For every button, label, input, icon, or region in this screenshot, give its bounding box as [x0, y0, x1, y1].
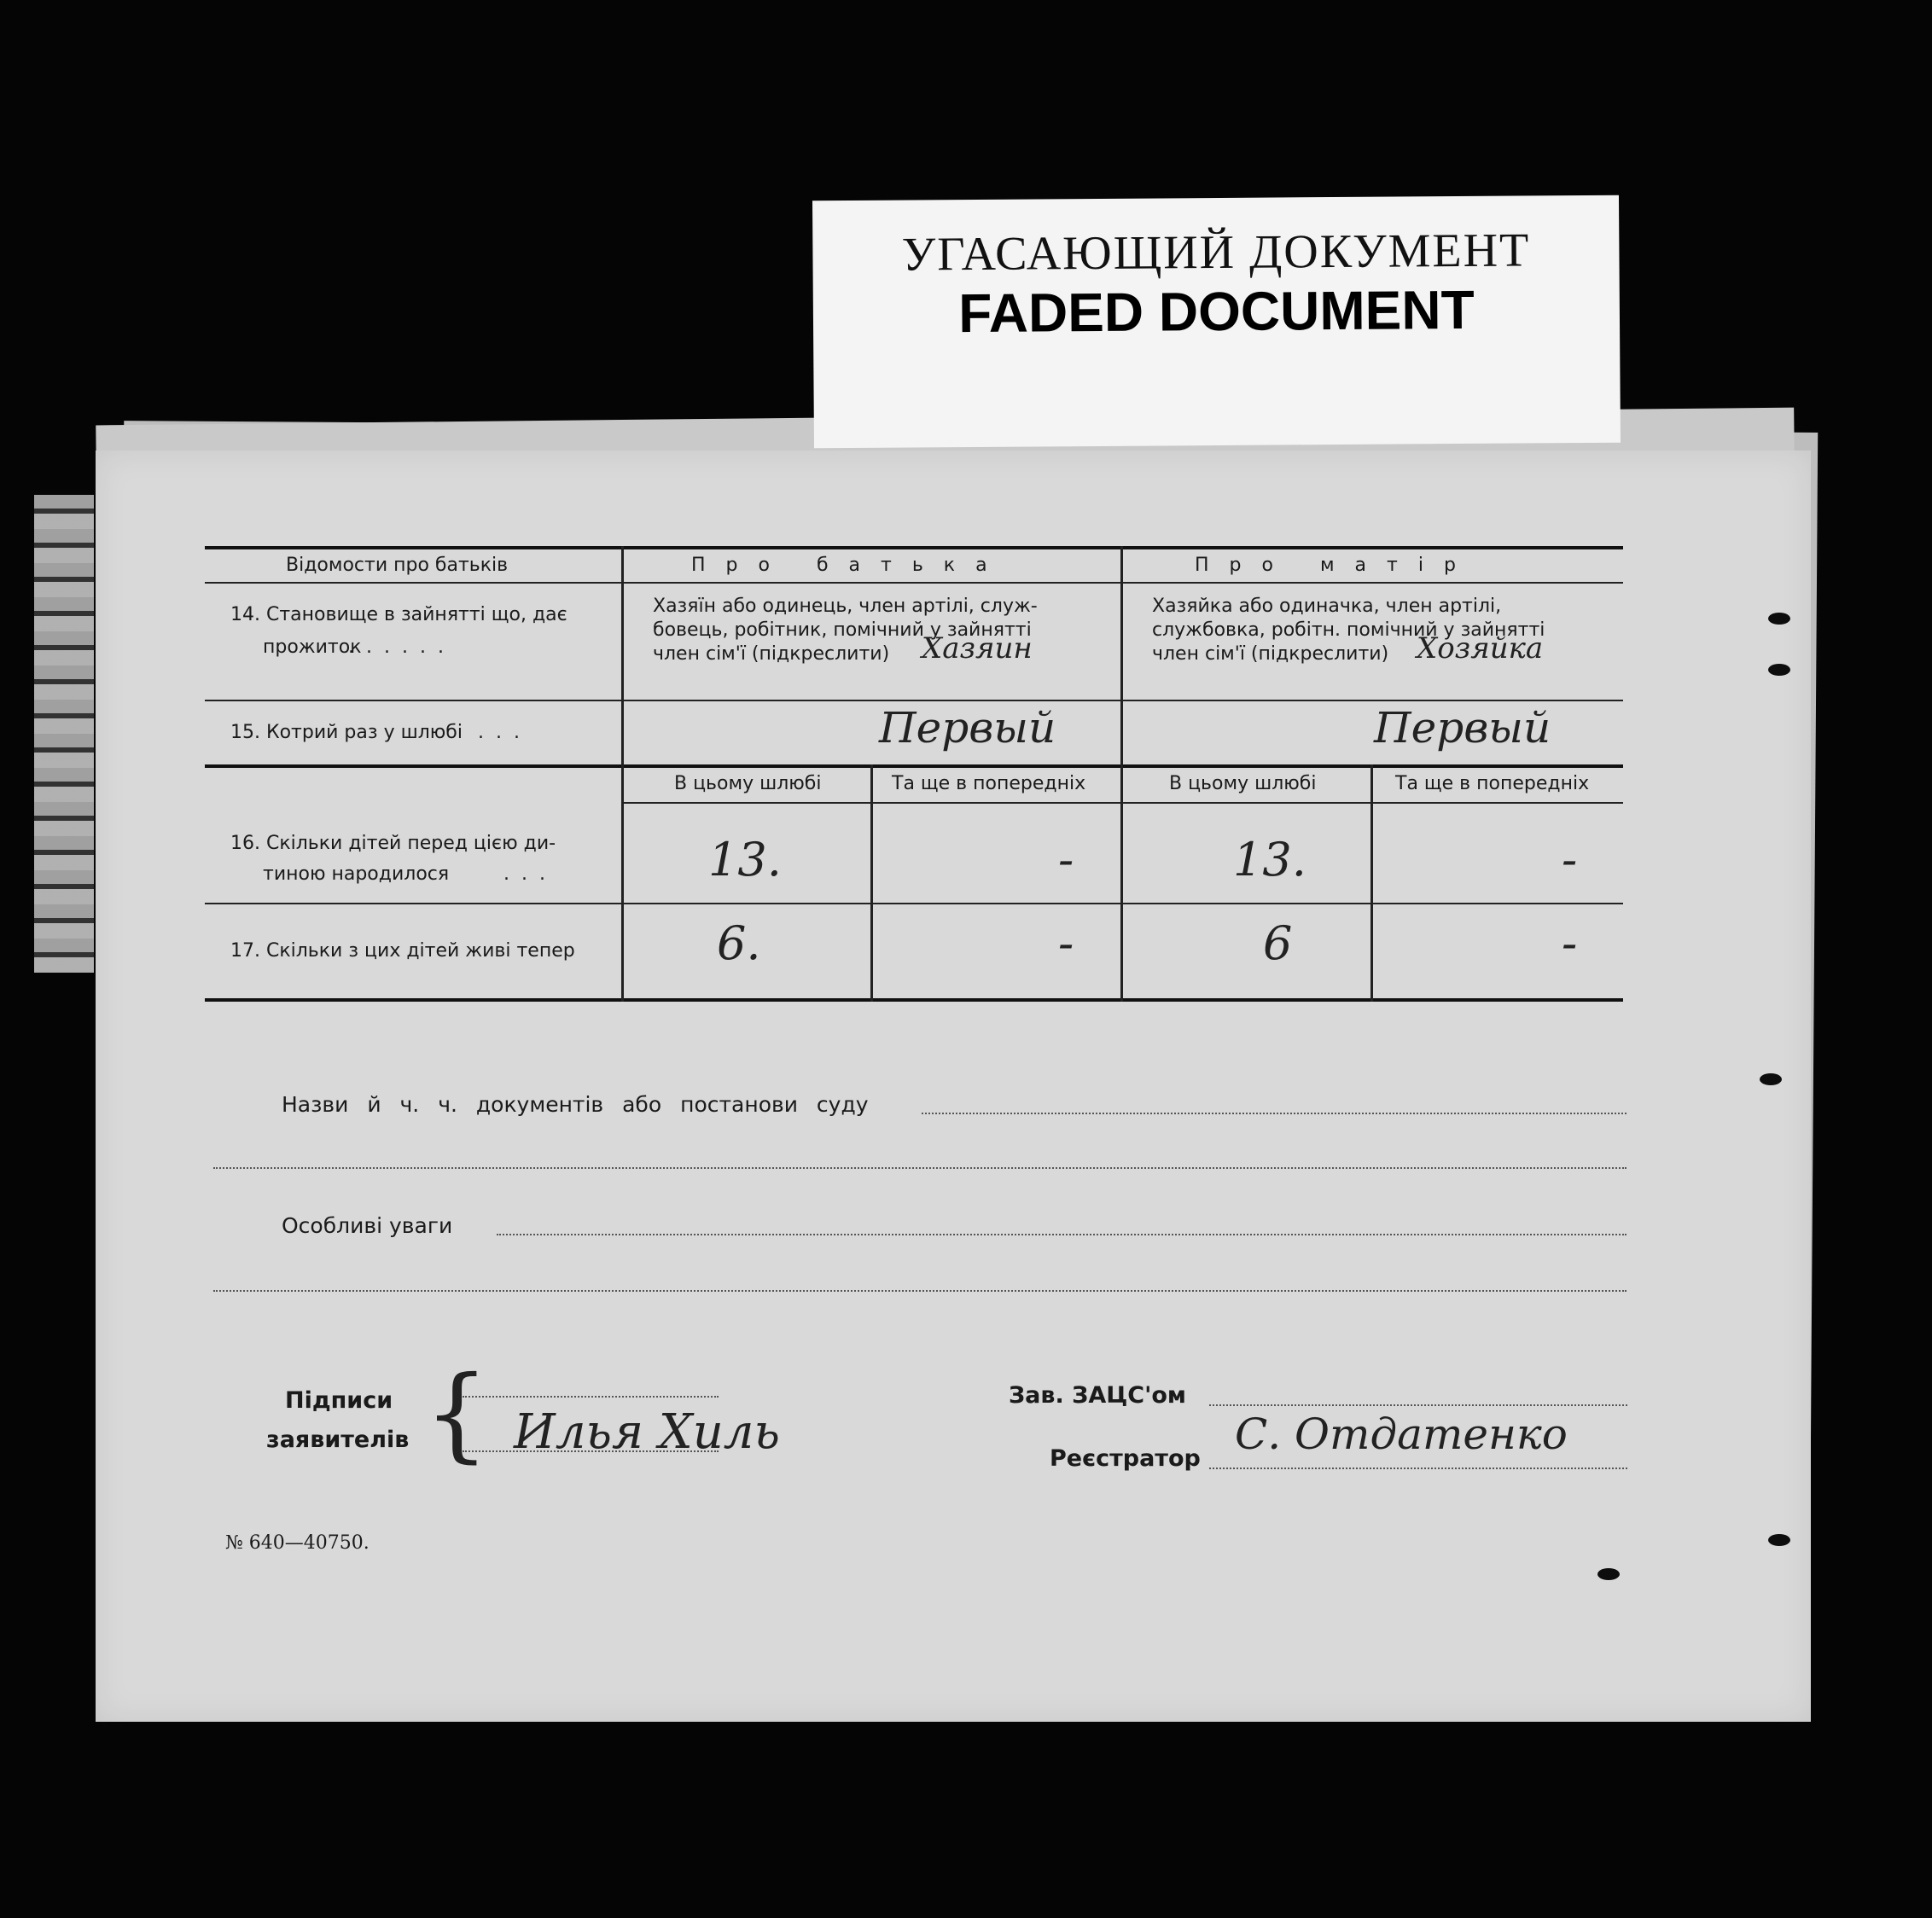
row16-label-cont: тиною народилося: [263, 863, 450, 885]
row14-label-cont: прожиток: [263, 636, 362, 658]
row14-mother-handwriting: Хозяйка: [1417, 631, 1544, 665]
row15-label: 15. Котрий раз у шлюбі: [230, 722, 463, 743]
table-bottom-rule: [205, 998, 1623, 1002]
column-divider: [1370, 764, 1373, 1002]
form-number: № 640—40750.: [225, 1532, 370, 1554]
row14-mother-text: службовка, робітн. помічний у зайнятті: [1152, 619, 1545, 641]
head-zags-line: [1209, 1404, 1627, 1406]
notes-label: Особливі уваги: [282, 1213, 453, 1238]
row-rule: [205, 700, 1623, 701]
row17-mother-this: 6: [1263, 916, 1293, 970]
head-zags-label: Зав. ЗАЦС'ом: [1009, 1382, 1186, 1409]
row16-label: 16. Скільки дітей перед цією ди-: [230, 833, 556, 854]
row14-dots: ......: [348, 636, 456, 658]
row15-dots: ...: [478, 722, 532, 743]
row14-mother-text: Хазяйка або одиначка, член артілі,: [1152, 596, 1502, 617]
registrar-line: [1209, 1468, 1627, 1469]
faded-document-label: [812, 195, 1621, 449]
punch-hole: [1597, 1568, 1620, 1580]
documents-label: Назви й ч. ч. документів або постанови суду: [282, 1092, 869, 1117]
row16-father-this: 13.: [708, 833, 782, 886]
notes-line: [213, 1290, 1626, 1292]
header-rule: [205, 582, 1623, 584]
header-mother: Про матір: [1195, 555, 1476, 576]
header-parents-info: Відомости про батьків: [286, 555, 509, 576]
row16-mother-prev: -: [1562, 833, 1578, 886]
subheader-father-previous: Та ще в попередніх: [892, 773, 1086, 794]
label-english: FADED DOCUMENT: [957, 278, 1475, 345]
row14-label: 14. Становище в зайнятті що, дає: [230, 604, 567, 625]
row14-father-text: бовець, робітник, помічний у зайнятті: [653, 619, 1032, 641]
row14-father-text: член сім'ї (підкреслити): [653, 643, 890, 665]
subheader-father-this: В цьому шлюбі: [674, 773, 822, 794]
row17-mother-prev: -: [1562, 916, 1578, 970]
punch-hole: [1768, 1534, 1790, 1546]
table-top-rule: [205, 546, 1623, 549]
row16-dots: ...: [503, 863, 557, 885]
row14-father-handwriting: Хазяин: [922, 631, 1033, 665]
documents-line: [922, 1113, 1626, 1114]
row14-mother-text: член сім'ї (підкреслити): [1152, 643, 1389, 665]
signatures-label: Підписи: [285, 1387, 393, 1414]
subheader-rule: [623, 802, 1623, 804]
row17-father-this: 6.: [717, 916, 761, 970]
column-divider: [1120, 546, 1123, 1002]
row16-mother-this: 13.: [1233, 833, 1306, 886]
header-father: Про батька: [691, 555, 1008, 576]
row15-father-handwriting: Первый: [879, 703, 1056, 753]
row15-mother-handwriting: Первый: [1374, 703, 1551, 753]
label-russian: УГАСАЮЩИЙ ДОКУМЕНТ: [901, 224, 1531, 282]
brace: {: [424, 1355, 490, 1473]
row16-father-prev: -: [1058, 833, 1074, 886]
row-rule: [205, 903, 1623, 904]
registrar-signature: С. Отдатенко: [1235, 1409, 1568, 1459]
torn-edge: [34, 495, 94, 973]
registrar-label: Реєстратор: [1050, 1445, 1201, 1472]
row-rule: [205, 764, 1623, 768]
applicant-signature: Илья Хиль: [514, 1404, 780, 1460]
form-page: [96, 450, 1811, 1722]
row17-label: 17. Скільки з цих дітей живі тепер: [230, 940, 575, 962]
punch-hole: [1760, 1073, 1782, 1085]
signature-line: [463, 1396, 719, 1398]
subheader-mother-previous: Та ще в попередніх: [1395, 773, 1590, 794]
row17-father-prev: -: [1058, 916, 1074, 970]
documents-line: [213, 1167, 1626, 1169]
column-divider: [870, 764, 873, 1002]
row14-father-text: Хазяїн або одинець, член артілі, служ-: [653, 596, 1038, 617]
notes-line: [497, 1234, 1626, 1235]
column-divider: [621, 546, 624, 1002]
punch-hole: [1768, 664, 1790, 676]
punch-hole: [1768, 613, 1790, 625]
signatures-label-cont: заявителів: [266, 1427, 410, 1453]
subheader-mother-this: В цьому шлюбі: [1169, 773, 1317, 794]
